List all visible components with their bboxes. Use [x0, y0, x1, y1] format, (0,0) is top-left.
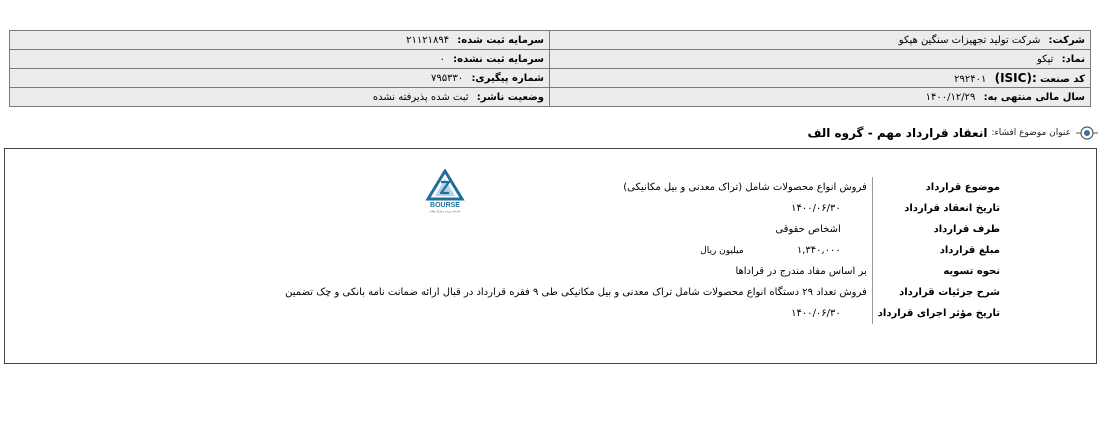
- contract-amount-label: مبلغ قرارداد: [872, 240, 1000, 261]
- symbol-label: نماد:: [1061, 53, 1085, 65]
- contract-settlement-value: بر اساس مفاد مندرج در قراداها: [735, 266, 867, 277]
- info-row: [10, 69, 1091, 88]
- contract-subject-value: فروش انواع محصولات شامل (تراک معدنی و بیل مکانیکی): [623, 182, 867, 193]
- tracking-number-cell: [10, 69, 550, 88]
- company-cell: [550, 31, 1091, 50]
- contract-date-row: [285, 198, 1000, 219]
- contract-amount-value: ۱,۳۴۰,۰۰۰: [796, 245, 841, 256]
- registered-capital-label: سرمایه ثبت شده:: [457, 34, 544, 46]
- info-row: [10, 88, 1091, 107]
- contract-description-label: شرح جزئیات قرارداد: [872, 282, 1000, 303]
- registered-capital-value: ۲۱۱۲۱۸۹۴: [406, 34, 450, 46]
- contract-party-value: اشخاص حقوقی: [775, 224, 841, 235]
- company-info-table: [9, 30, 1091, 107]
- contract-details-box: [4, 148, 1097, 364]
- contract-description-row: [285, 282, 1000, 303]
- target-icon: [1076, 124, 1098, 142]
- info-row: [10, 31, 1091, 50]
- registered-capital-cell: [10, 31, 550, 50]
- fiscal-year-label: سال مالی منتهی به:: [983, 91, 1085, 103]
- publisher-status-label: وضعیت ناشر:: [476, 91, 544, 103]
- industry-code-value: ۲۹۲۴۰۱: [954, 74, 987, 85]
- unregistered-capital-label: سرمایه ثبت نشده:: [453, 53, 544, 65]
- contract-subject-label: موضوع قرارداد: [872, 177, 1000, 198]
- contract-effective-date-value: ۱۴۰۰/۰۶/۳۰: [791, 308, 841, 319]
- company-label: شرکت:: [1048, 34, 1085, 46]
- tracking-number-value: ۷۹۵۳۳۰: [431, 72, 464, 84]
- contract-effective-date-row: [285, 303, 1000, 324]
- symbol-value: تپکو: [1036, 53, 1054, 65]
- industry-code-cell: [550, 69, 1091, 88]
- industry-code-label: کد صنعت: [1039, 74, 1085, 85]
- tracking-number-label: شماره پیگیری:: [471, 72, 544, 84]
- contract-settlement-row: [285, 261, 1000, 282]
- company-value: شرکت تولید تجهیزات سنگین هپکو: [898, 34, 1041, 46]
- contract-party-cell: [285, 219, 872, 240]
- contract-details-table: [285, 177, 1000, 324]
- symbol-cell: [550, 50, 1091, 69]
- publisher-status-cell: [10, 88, 550, 107]
- contract-settlement-label: نحوه تسویه: [872, 261, 1000, 282]
- contract-date-cell: [285, 198, 872, 219]
- contract-subject-row: [285, 177, 1000, 198]
- logo-text: BOURSE: [430, 202, 460, 209]
- publisher-status-value: ثبت شده پذیرفته نشده: [372, 91, 469, 103]
- contract-party-label: طرف قرارداد: [872, 219, 1000, 240]
- contract-party-row: [285, 219, 1000, 240]
- contract-amount-cell: [285, 240, 872, 261]
- disclosure-title-row: [807, 123, 1098, 143]
- industry-code-isic: (ISIC):: [994, 71, 1037, 85]
- contract-amount-unit: میلیون ریال: [700, 246, 744, 256]
- unregistered-capital-cell: [10, 50, 550, 69]
- unregistered-capital-value: ۰: [439, 53, 445, 65]
- fiscal-year-cell: [550, 88, 1091, 107]
- contract-date-label: تاریخ انعقاد قرارداد: [872, 198, 1000, 219]
- info-row: [10, 50, 1091, 69]
- contract-description-value: فروش تعداد ۲۹ دستگاه انواع محصولات شامل تراک معدنی و بیل مکانیکی طی ۹ فقره قرارداد در قبال ارائه ضمانت نامه بانکی و چک تضمین: [285, 287, 867, 298]
- logo-subtext: سازمان بورس و اوراق بهادار: [429, 210, 461, 213]
- disclosure-subject-label: عنوان موضوع افشاء:: [991, 128, 1071, 138]
- disclosure-subject-title: انعقاد قرارداد مهم - گروه الف: [807, 126, 988, 140]
- contract-amount-row: [285, 240, 1000, 261]
- contract-date-value: ۱۴۰۰/۰۶/۳۰: [791, 203, 841, 214]
- fiscal-year-value: ۱۴۰۰/۱۲/۲۹: [925, 91, 976, 103]
- contract-effective-date-cell: [285, 303, 872, 324]
- contract-effective-date-label: تاریخ مؤثر اجرای قرارداد: [872, 303, 1000, 324]
